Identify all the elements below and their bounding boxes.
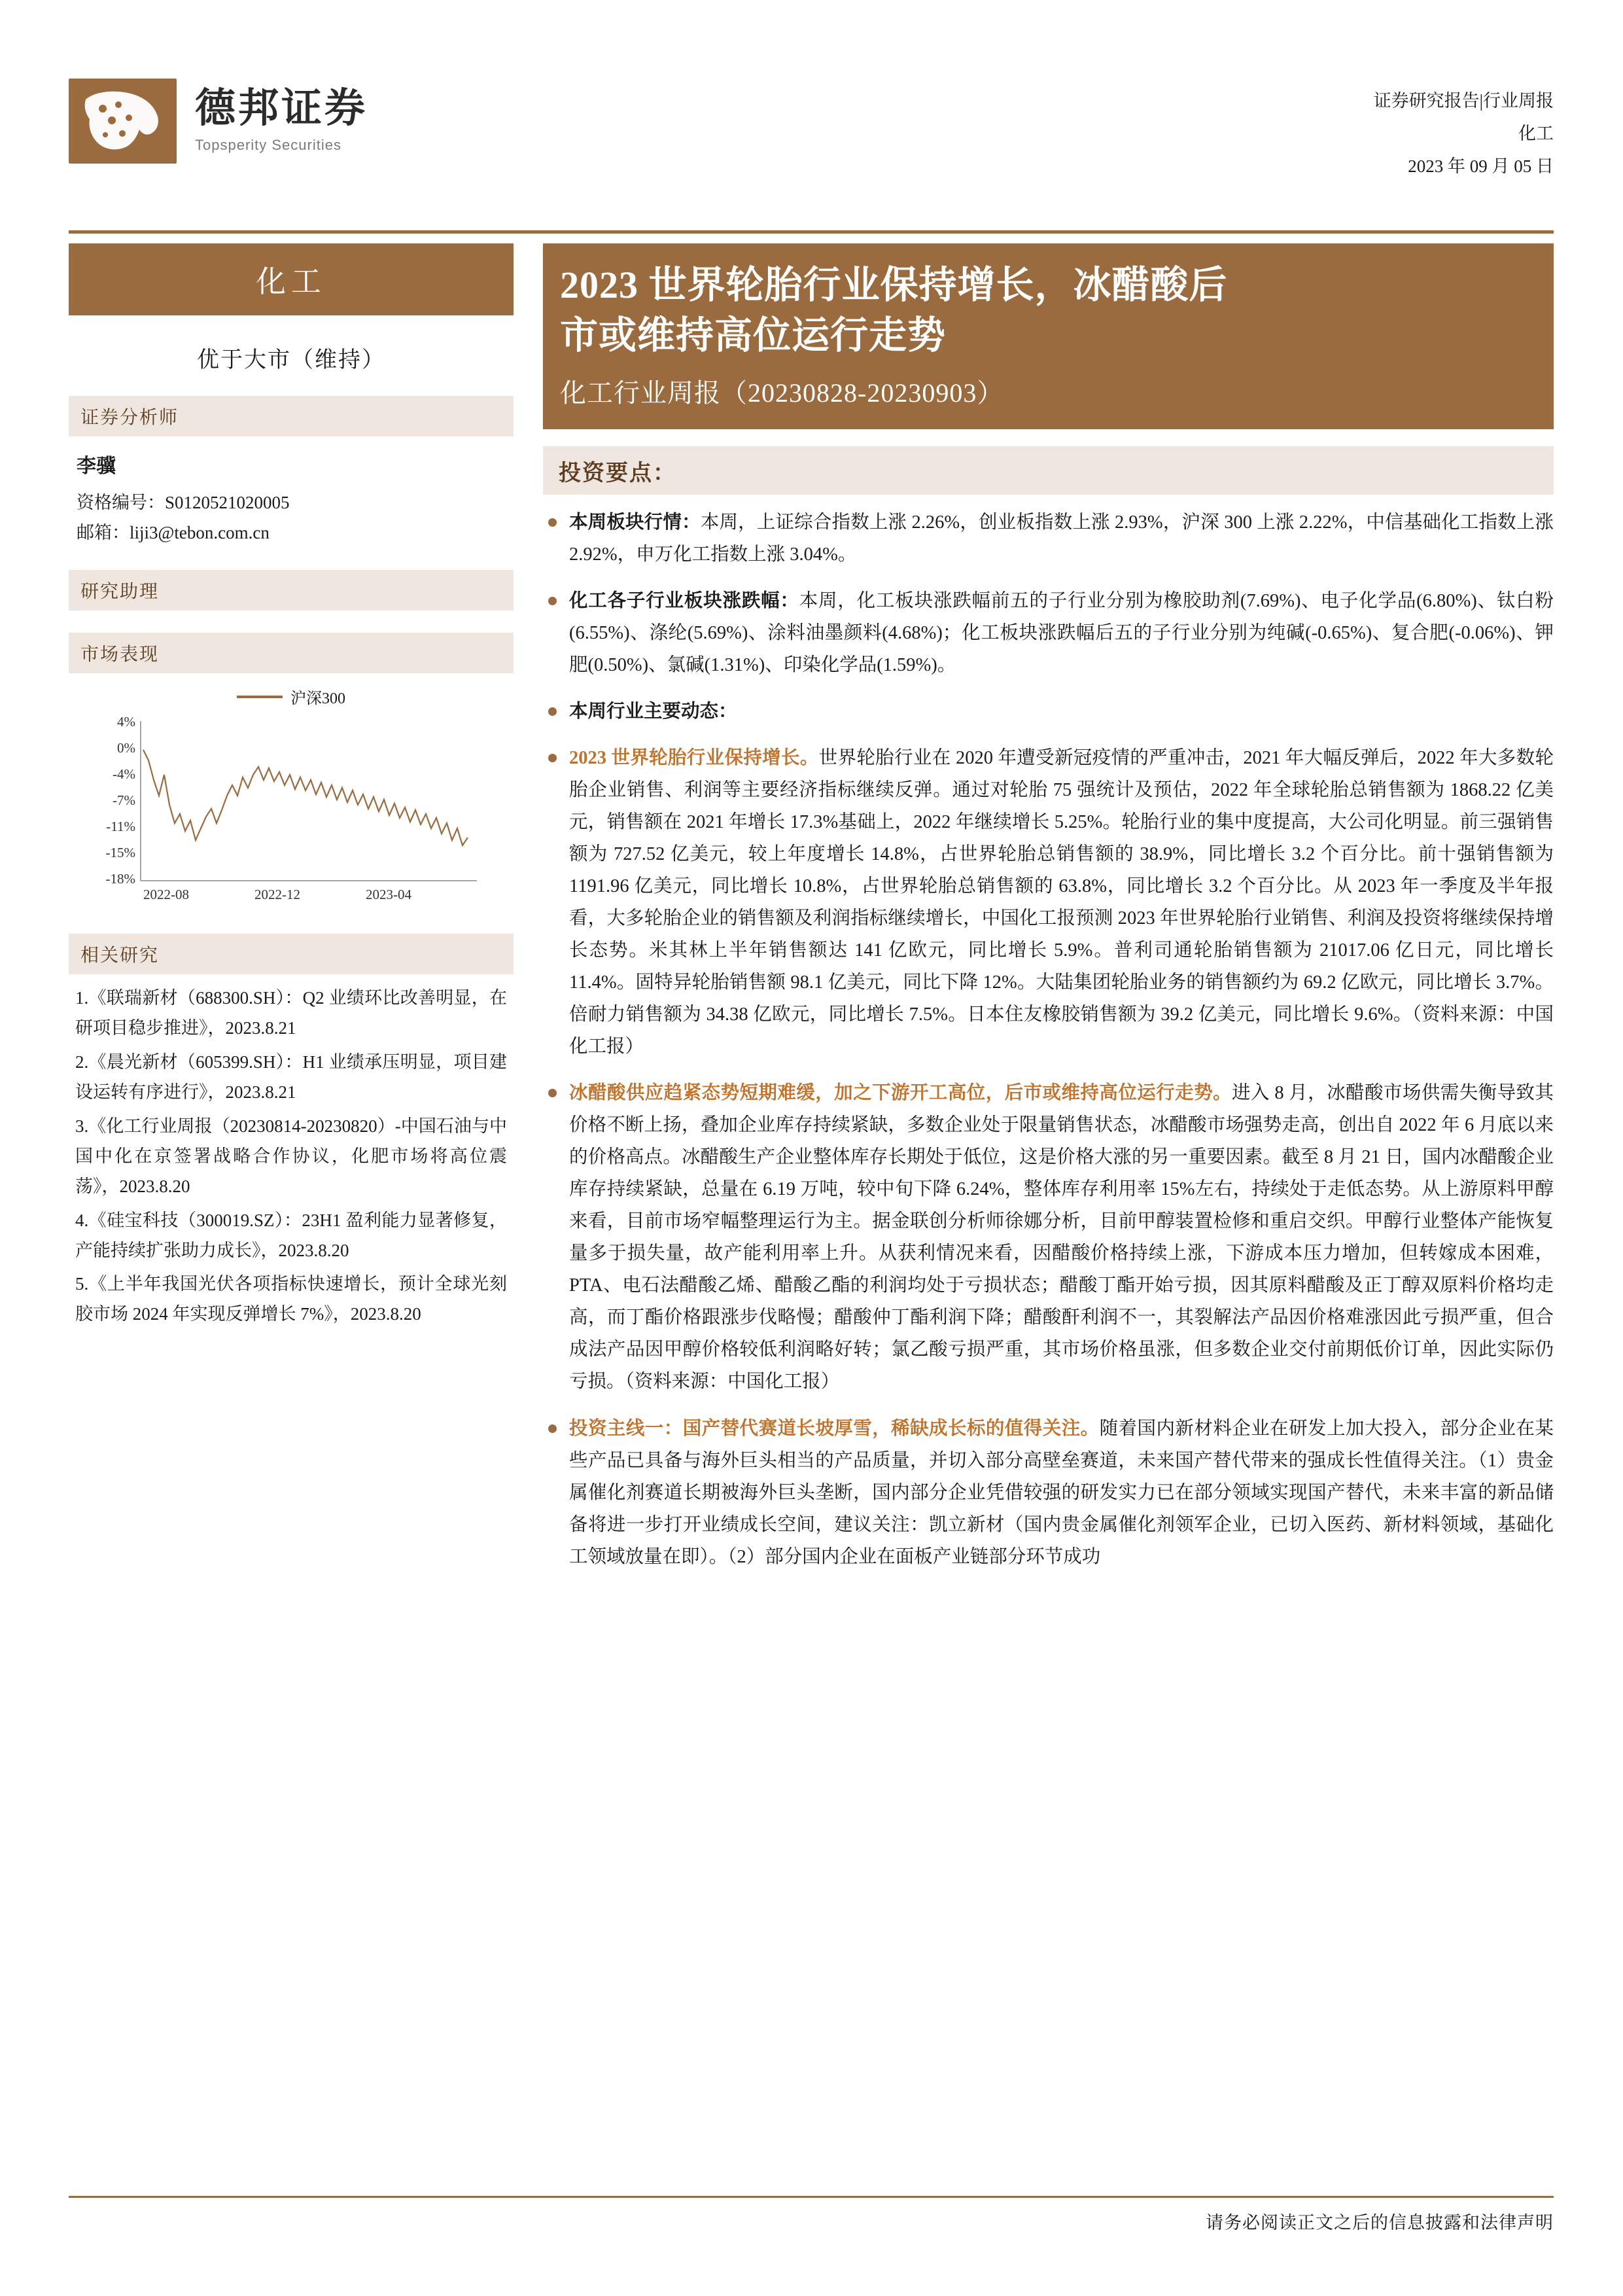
page-title xyxy=(560,260,1537,361)
list-item xyxy=(543,585,1554,681)
related-research-band: 相关研究 xyxy=(69,934,514,974)
bullet-text: 本周，化工板块涨跌幅前五的子行业分别为橡胶助剂(7.69%)、电子化学品(6.80%)、钛白粉(6.55%)、涤纶(5.69%)、涂料油墨颜料(4.68%)；化工板块涨跌幅后五的子行业分别为纯碱(-0.65%)、复合肥(-0.06%)、钾肥(0.50%)、氯碱(1.31%)、印染化学品(1.59%)。 xyxy=(569,591,1554,676)
svg-text:2022-12: 2022-12 xyxy=(254,887,300,903)
report-sector: 化工 xyxy=(1518,123,1554,143)
page-title-line2: 市或维持高位运行走势 xyxy=(560,313,947,357)
related-research-list xyxy=(69,974,514,1330)
bullet-lead: 2023 世界轮胎行业保持增长。 xyxy=(569,748,819,769)
svg-text:4%: 4% xyxy=(117,714,135,730)
list-item[interactable]: 1.《联瑞新材（688300.SH）：Q2 业绩环比改善明显，在研项目稳步推进》，2023.8.21 xyxy=(75,988,507,1038)
svg-text:-15%: -15% xyxy=(105,845,135,861)
bullet-text: 本周，上证综合指数上涨 2.26%，创业板指数上涨 2.93%，沪深 300 上涨 2.22%，中信基础化工指数上涨 2.92%，申万化工指数上涨 3.04%。 xyxy=(569,512,1554,565)
footer-disclaimer: 请务必阅读正文之后的信息披露和法律声明 xyxy=(1206,2213,1554,2233)
report-subtitle: 化工行业周报（20230828-20230903） xyxy=(560,378,1004,408)
investment-points-body xyxy=(543,506,1554,1572)
investment-rating: 优于大市（维持） xyxy=(197,348,385,372)
brand-logo xyxy=(69,79,368,164)
list-item[interactable]: 5.《上半年我国光伏各项指标快速增长，预计全球光刻胶市场 2024 年实现反弹增长 7%》，2023.8.20 xyxy=(75,1274,507,1324)
list-item[interactable]: 4.《硅宝科技（300019.SZ）：23H1 盈利能力显著修复，产能持续扩张助力成长》，2023.8.20 xyxy=(75,1210,507,1260)
analyst-name: 李骥 xyxy=(77,455,116,477)
legend-line-icon xyxy=(237,696,283,698)
report-title-box xyxy=(543,243,1554,429)
analyst-band: 证券分析师 xyxy=(69,396,514,436)
assistant-band: 研究助理 xyxy=(69,570,514,610)
bullet-list xyxy=(543,506,1554,1572)
market-performance-band: 市场表现 xyxy=(69,633,514,673)
svg-text:-7%: -7% xyxy=(113,792,135,809)
line-chart-svg xyxy=(73,712,491,908)
chart-legend xyxy=(73,685,510,708)
analyst-cert: 资格编号：S0120521020005 xyxy=(77,492,290,512)
list-item xyxy=(543,1077,1554,1398)
page-header xyxy=(69,79,1554,222)
leopard-icon xyxy=(74,85,172,158)
brand-text xyxy=(195,88,368,154)
svg-text:-18%: -18% xyxy=(105,871,135,887)
main-content xyxy=(543,243,1554,1587)
page-title-line1: 2023 世界轮胎行业保持增长，冰醋酸后 xyxy=(560,264,1228,306)
list-item xyxy=(543,1413,1554,1573)
bullet-lead: 本周行业主要动态： xyxy=(569,701,737,722)
investment-points-band: 投资要点： xyxy=(543,446,1554,495)
header-meta xyxy=(1374,85,1554,183)
bullet-lead: 投资主线一：国产替代赛道长坡厚雪，稀缺成长标的值得关注。 xyxy=(569,1418,1100,1439)
svg-text:-4%: -4% xyxy=(113,766,135,783)
svg-text:-11%: -11% xyxy=(106,819,135,835)
header-divider xyxy=(69,230,1554,234)
legend-label: 沪深300 xyxy=(290,690,345,708)
bullet-lead: 冰醋酸供应趋紧态势短期难缓，加之下游开工高位，后市或维持高位运行走势。 xyxy=(569,1083,1232,1104)
list-item xyxy=(543,506,1554,571)
list-item xyxy=(543,742,1554,1063)
list-item xyxy=(543,696,1554,728)
svg-text:2023-04: 2023-04 xyxy=(366,887,411,903)
bullet-text: 世界轮胎行业在 2020 年遭受新冠疫情的严重冲击，2021 年大幅反弹后，2022 年大多数轮胎企业销售、利润等主要经济指标继续反弹。通过对轮胎 75 强统计及预估，2022 年全球轮胎总销售额为 1868.22 亿美元，销售额在 2021 年增长 17.3%基础上，2022 年继续增长 5.25%。轮胎行业的集中度提高，大公司化明显。前三强销售额为 727.52 亿美元，较上年度增长 14.8%，占世界轮胎总销售额的 38.9%，同比增长 3.2 个百分比。前十强销售额为 1191.96 亿美元，同比增长 10.8%，占世界轮胎总销售额的 63.8%，同比增长 3.2 个百分比。从 2023 年一季度及半年报看，大多轮胎企业的销售额及利润指标继续增长，中国化工报预测 2023 年世界轮胎行业销售、利润及投资将继续保持增长态势。米其林上半年销售额达 141 亿欧元，同比增长 5.9%。普利司通轮胎销售额为 21017.06 亿日元，同比增长 11.4%。固特异轮胎销售额 98.1 亿美元，同比下降 12%。大陆集团轮胎业务的销售额约为 69.2 亿欧元，同比增长 3.7%。倍耐力销售额为 34.38 亿欧元，同比增长 7.5%。日本住友橡胶销售额为 39.2 亿美元，同比增长 9.6%。（资料来源：中国化工报） xyxy=(569,748,1554,1057)
market-performance-chart xyxy=(69,685,514,911)
svg-text:0%: 0% xyxy=(117,740,135,756)
sidebar xyxy=(69,243,514,1333)
leopard-logo-icon xyxy=(69,79,177,164)
bullet-lead: 化工各子行业板块涨跌幅： xyxy=(569,591,799,612)
svg-text:2022-08: 2022-08 xyxy=(143,887,189,903)
bullet-lead: 本周板块行情： xyxy=(569,512,701,533)
list-item[interactable]: 2.《晨光新材（605399.SH）：H1 业绩承压明显，项目建设运转有序进行》，2023.8.21 xyxy=(75,1052,507,1103)
bullet-text: 随着国内新材料企业在研发上加大投入，部分企业在某些产品已具备与海外巨头相当的产品质量，并切入部分高壁垒赛道，未来国产替代带来的强成长性值得关注。（1）贵金属催化剂赛道长期被海外巨头垄断，国内部分企业凭借较强的研发实力已在部分领域实现国产替代，未来丰富的新品储备将进一步打开业绩成长空间，建议关注：凯立新材（国内贵金属催化剂领军企业，已切入医药、新材料领域，基础化工领域放量在即）。（2）部分国内企业在面板产业链部分环节成功 xyxy=(569,1418,1554,1567)
analyst-email: 邮箱：liji3@tebon.com.cn xyxy=(77,523,270,543)
analyst-block xyxy=(69,436,514,548)
brand-name-en: Topsperity Securities xyxy=(195,137,341,153)
report-date: 2023 年 09 月 05 日 xyxy=(1408,156,1554,176)
bullet-text: 进入 8 月，冰醋酸市场供需失衡导致其价格不断上扬，叠加企业库存持续紧缺，多数企业处于限量销售状态，冰醋酸市场强势走高，创出自 2022 年 6 月底以来的价格高点。冰醋酸生产企业整体库存长期处于低位，这是价格大涨的另一重要因素。截至 8 月 21 日，国内冰醋酸企业库存持续紧缺，总量在 6.19 万吨，较中旬下降 6.24%，整体库存利用率 15%左右，持续处于走低态势。从上游原料甲醇来看，目前市场窄幅整理运行为主。据金联创分析师徐娜分析，目前甲醇装置检修和重启交织。甲醇行业整体产能恢复量多于损失量，故产能利用率上升。从获利情况来看，因醋酸价格持续上涨，下游成本压力增加，但转嫁成本困难，PTA、电石法醋酸乙烯、醋酸乙酯的利润均处于亏损状态；醋酸丁酯开始亏损，因其原料醋酸及正丁醇双原料价格均走高，而丁酯价格跟涨步伐略慢；醋酸仲丁酯利润下降；醋酸酐利润不一，其裂解法产品因价格难涨因此亏损严重，但合成法产品因甲醇价格较低利润略好转；氯乙酸亏损严重，其市场价格虽涨，但多数企业交付前期低价订单，因此实际仍亏损。（资料来源：中国化工报） xyxy=(569,1083,1554,1392)
sidebar-sector-band: 化工 xyxy=(69,243,514,315)
brand-name-cn: 德邦证券 xyxy=(195,86,368,131)
report-type: 证券研究报告|行业周报 xyxy=(1373,91,1554,111)
list-item[interactable]: 3.《化工行业周报（20230814-20230820）-中国石油与中国中化在京签署战略合作协议，化肥市场将高位震荡》，2023.8.20 xyxy=(75,1116,507,1196)
page-footer xyxy=(69,2196,1554,2234)
footer-divider xyxy=(69,2196,1554,2198)
